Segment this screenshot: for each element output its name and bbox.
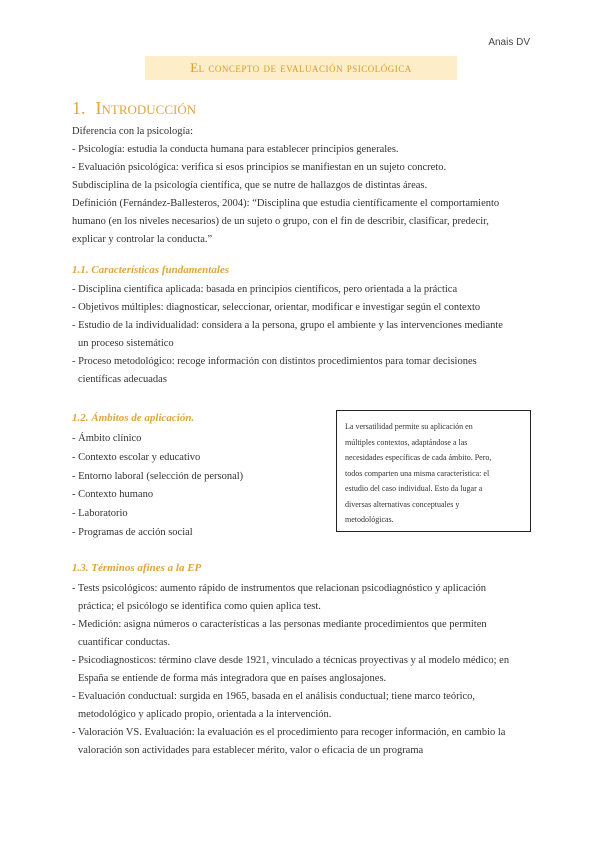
list-item-continued: científicas adecuadas xyxy=(78,374,167,385)
list-item-continued: un proceso sistemático xyxy=(78,338,174,349)
list-item: - Entorno laboral (selección de personal) xyxy=(72,470,244,482)
list-item: - Objetivos múltiples: diagnosticar, seleccionar, orientar, modificar e investigar según el contexto xyxy=(72,302,481,313)
note-box xyxy=(336,410,531,532)
note-line: necesidades específicas de cada ámbito. Pero, xyxy=(345,453,492,462)
text-line: Subdisciplina de la psicología científica, que se nutre de hallazgos de distintas áreas. xyxy=(72,180,428,191)
list-item: - Estudio de la individualidad: considera a la persona, grupo el ambiente y las intervenciones mediante xyxy=(72,320,503,331)
list-item: - Psicodiagnosticos: término clave desde 1921, vinculado a técnicas proyectivas y al modelo médico; en xyxy=(72,655,510,666)
section-1-2-heading: 1.2. Ámbitos de aplicación. xyxy=(72,412,195,424)
list-item: - Ámbito clínico xyxy=(72,433,142,444)
section-1-3-heading: 1.3. Términos afines a la EP xyxy=(72,562,202,574)
list-item: - Valoración VS. Evaluación: la evaluación es el procedimiento para recoger información, en cambio la xyxy=(72,727,506,738)
list-item-continued: España se entiende de forma más integradora que en países anglosajones. xyxy=(78,673,387,684)
list-item: - Tests psicológicos: aumento rápido de instrumentos que relacionan psicodiagnóstico y aplicación xyxy=(72,583,487,594)
list-item: - Contexto escolar y educativo xyxy=(72,451,201,463)
list-item: - Disciplina científica aplicada: basada en principios científicos, pero orientada a la práctica xyxy=(72,284,458,295)
text-line: - Psicología: estudia la conducta humana para establecer principios generales. xyxy=(72,144,399,155)
note-line: La versatilidad permite su aplicación en xyxy=(345,422,473,431)
section-1-body xyxy=(72,123,527,249)
list-item-continued: cuantificar conductas. xyxy=(78,637,171,648)
author-name: Anais DV xyxy=(488,37,530,48)
text-line: explicar y controlar la conducta.” xyxy=(72,234,213,245)
note-line: múltiples contextos, adaptándose a las xyxy=(345,437,468,447)
section-1-title: Introducción xyxy=(95,98,197,118)
note-line: diversas alternativas conceptuales y xyxy=(345,499,460,509)
section-1-1-heading: 1.1. Características fundamentales xyxy=(72,264,230,276)
section-1-heading xyxy=(72,98,196,119)
document-title: El concepto de evaluación psicológica xyxy=(145,56,457,80)
list-item: - Proceso metodológico: recoge información con distintos procedimientos para tomar decisiones xyxy=(72,356,477,367)
list-item: - Laboratorio xyxy=(72,508,128,520)
text-line: Definición (Fernández-Ballesteros, 2004): “Disciplina que estudia científicamente el comportamiento xyxy=(72,198,500,209)
note-line: todos comparten una misma característica: el xyxy=(345,468,490,478)
list-item: - Programas de acción social xyxy=(72,526,193,538)
text-line: humano (en los niveles necesarios) de un sujeto o grupo, con el fin de describir, clasificar, predecir, xyxy=(72,216,489,227)
list-item: - Contexto humano xyxy=(72,489,154,501)
section-1-3-body xyxy=(72,580,527,760)
section-1-number: 1. xyxy=(72,98,86,118)
note-line: estudio del caso individual. Esto da lugar a xyxy=(345,484,483,493)
list-item-continued: metodológico y aplicado propio, orientada a la intervención. xyxy=(78,709,332,720)
text-line: Diferencia con la psicología: xyxy=(72,126,193,137)
list-item: - Evaluación conductual: surgida en 1965, basada en el análisis conductual; tiene marco teórico, xyxy=(72,691,476,702)
text-line: - Evaluación psicológica: verifica si esos principios se manifiestan en un sujeto concreto. xyxy=(72,162,447,173)
section-1-1-body xyxy=(72,281,527,389)
list-item-continued: práctica; el psicólogo se identifica como quien aplica test. xyxy=(78,601,321,612)
list-item-continued: valoración son actividades para establecer mérito, valor o eficacia de un programa xyxy=(78,745,424,756)
note-line: metodológicas. xyxy=(345,515,394,524)
list-item: - Medición: asigna números o características a las personas mediante procedimientos que permiten xyxy=(72,619,487,630)
section-1-2-list xyxy=(72,430,322,543)
